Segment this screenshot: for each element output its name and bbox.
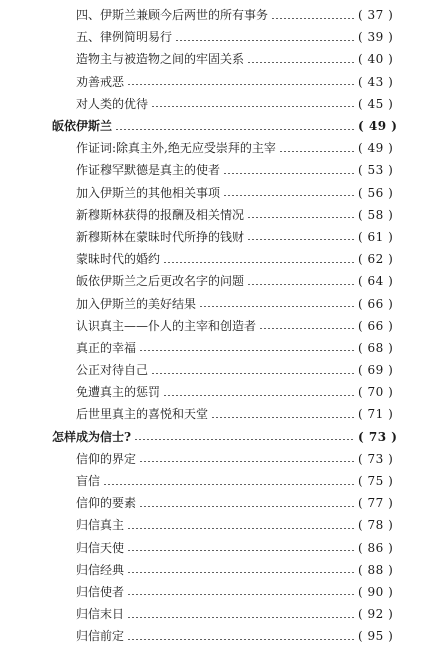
toc-entry-title: 加入伊斯兰的美好结果 <box>76 296 197 311</box>
dot-leader <box>223 195 354 196</box>
toc-entry <box>0 292 440 314</box>
toc-entry-page: ( 66 ) <box>358 296 394 311</box>
toc-entry-page: ( 71 ) <box>358 407 394 422</box>
toc-entry-title: 作证穆罕默德是真主的使者 <box>76 163 221 178</box>
dot-leader <box>279 151 354 152</box>
toc-entry <box>0 403 440 425</box>
toc-entry-page: ( 68 ) <box>358 340 394 355</box>
toc-entry-page: ( 43 ) <box>358 74 394 89</box>
toc-entry-title: 信仰的界定 <box>76 451 137 466</box>
toc-entry-title: 免遭真主的惩罚 <box>76 385 161 400</box>
toc-entry-page: ( 75 ) <box>358 474 394 489</box>
toc-entry-page: ( 70 ) <box>358 385 394 400</box>
toc-section-heading <box>0 115 440 137</box>
toc-entry <box>0 581 440 603</box>
toc-entry-page: ( 73 ) <box>358 451 394 466</box>
toc-entry <box>0 492 440 514</box>
toc-entry-title: 蒙昧时代的婚约 <box>76 252 161 267</box>
dot-leader <box>163 395 354 396</box>
toc-entry-page: ( 73 ) <box>358 429 398 444</box>
toc-entry-title: 归信真主 <box>76 518 125 533</box>
toc-entry-page: ( 40 ) <box>358 52 394 67</box>
toc-entry-title: 作证词:除真主外,绝无应受崇拜的主宰 <box>76 141 276 156</box>
table-of-contents <box>0 4 440 647</box>
toc-section-heading <box>0 426 440 448</box>
toc-entry-title: 后世里真主的喜悦和天堂 <box>76 407 209 422</box>
toc-entry-title: 真正的幸福 <box>76 340 137 355</box>
dot-leader <box>223 173 354 174</box>
dot-leader <box>139 461 354 462</box>
toc-entry-page: ( 92 ) <box>358 607 394 622</box>
dot-leader <box>127 594 354 595</box>
dot-leader <box>127 617 354 618</box>
toc-entry <box>0 26 440 48</box>
dot-leader <box>127 528 354 529</box>
dot-leader <box>247 217 354 218</box>
toc-entry-page: ( 39 ) <box>358 30 394 45</box>
toc-entry <box>0 603 440 625</box>
toc-entry-title: 五、律例简明易行 <box>76 30 173 45</box>
toc-entry-page: ( 49 ) <box>358 141 394 156</box>
toc-entry <box>0 270 440 292</box>
toc-entry-page: ( 64 ) <box>358 274 394 289</box>
toc-entry-title: 四、伊斯兰兼顾今后两世的所有事务 <box>76 8 269 23</box>
toc-entry <box>0 537 440 559</box>
toc-entry <box>0 625 440 647</box>
toc-entry-title: 归信使者 <box>76 584 125 599</box>
dot-leader <box>139 506 354 507</box>
toc-entry <box>0 137 440 159</box>
dot-leader <box>139 350 354 351</box>
dot-leader <box>211 417 354 418</box>
toc-entry <box>0 226 440 248</box>
toc-entry-title: 对人类的优待 <box>76 96 149 111</box>
dot-leader <box>127 84 354 85</box>
toc-entry <box>0 4 440 26</box>
toc-entry-title: 怎样成为信士? <box>52 429 132 444</box>
toc-entry-title: 归信天使 <box>76 540 125 555</box>
toc-entry-title: 新穆斯林获得的报酬及相关情况 <box>76 207 245 222</box>
toc-entry-page: ( 49 ) <box>358 119 398 134</box>
toc-entry <box>0 159 440 181</box>
toc-entry <box>0 182 440 204</box>
toc-entry-page: ( 45 ) <box>358 96 394 111</box>
toc-entry <box>0 337 440 359</box>
toc-entry-title: 归信经典 <box>76 562 125 577</box>
toc-entry <box>0 71 440 93</box>
toc-entry-title: 认识真主——仆人的主宰和创造者 <box>76 318 257 333</box>
toc-entry-page: ( 53 ) <box>358 163 394 178</box>
toc-entry-title: 皈依伊斯兰 <box>52 119 113 134</box>
toc-entry-page: ( 86 ) <box>358 540 394 555</box>
toc-entry-title: 劝善戒恶 <box>76 74 125 89</box>
toc-entry-page: ( 66 ) <box>358 318 394 333</box>
toc-entry-title: 信仰的要素 <box>76 496 137 511</box>
toc-entry-title: 造物主与被造物之间的牢固关系 <box>76 52 245 67</box>
toc-entry <box>0 315 440 337</box>
dot-leader <box>199 306 354 307</box>
toc-entry-title: 皈依伊斯兰之后更改名字的问题 <box>76 274 245 289</box>
toc-entry <box>0 381 440 403</box>
toc-entry <box>0 470 440 492</box>
toc-entry <box>0 514 440 536</box>
toc-entry-page: ( 90 ) <box>358 584 394 599</box>
toc-entry-page: ( 95 ) <box>358 629 394 644</box>
toc-entry-title: 公正对待自己 <box>76 363 149 378</box>
toc-entry-page: ( 56 ) <box>358 185 394 200</box>
toc-entry <box>0 204 440 226</box>
dot-leader <box>127 550 354 551</box>
dot-leader <box>247 239 354 240</box>
dot-leader <box>259 328 354 329</box>
toc-entry <box>0 48 440 70</box>
dot-leader <box>163 262 354 263</box>
dot-leader <box>134 439 354 440</box>
dot-leader <box>247 62 354 63</box>
dot-leader <box>115 129 354 130</box>
dot-leader <box>175 40 354 41</box>
toc-entry-page: ( 78 ) <box>358 518 394 533</box>
dot-leader <box>151 106 354 107</box>
toc-entry-title: 新穆斯林在蒙昧时代所挣的钱财 <box>76 229 245 244</box>
dot-leader <box>151 373 354 374</box>
dot-leader <box>103 484 354 485</box>
toc-entry <box>0 448 440 470</box>
toc-entry-page: ( 61 ) <box>358 229 394 244</box>
toc-entry-page: ( 69 ) <box>358 363 394 378</box>
toc-entry-title: 加入伊斯兰的其他相关事项 <box>76 185 221 200</box>
toc-entry-title: 归信前定 <box>76 629 125 644</box>
toc-entry <box>0 559 440 581</box>
toc-entry-page: ( 58 ) <box>358 207 394 222</box>
toc-entry-title: 归信末日 <box>76 607 125 622</box>
dot-leader <box>271 18 354 19</box>
dot-leader <box>127 572 354 573</box>
toc-entry <box>0 359 440 381</box>
toc-entry-title: 盲信 <box>76 474 101 489</box>
toc-entry-page: ( 37 ) <box>358 8 394 23</box>
toc-entry-page: ( 77 ) <box>358 496 394 511</box>
dot-leader <box>127 639 354 640</box>
dot-leader <box>247 284 354 285</box>
toc-entry <box>0 248 440 270</box>
toc-entry-page: ( 88 ) <box>358 562 394 577</box>
toc-entry <box>0 93 440 115</box>
toc-entry-page: ( 62 ) <box>358 252 394 267</box>
